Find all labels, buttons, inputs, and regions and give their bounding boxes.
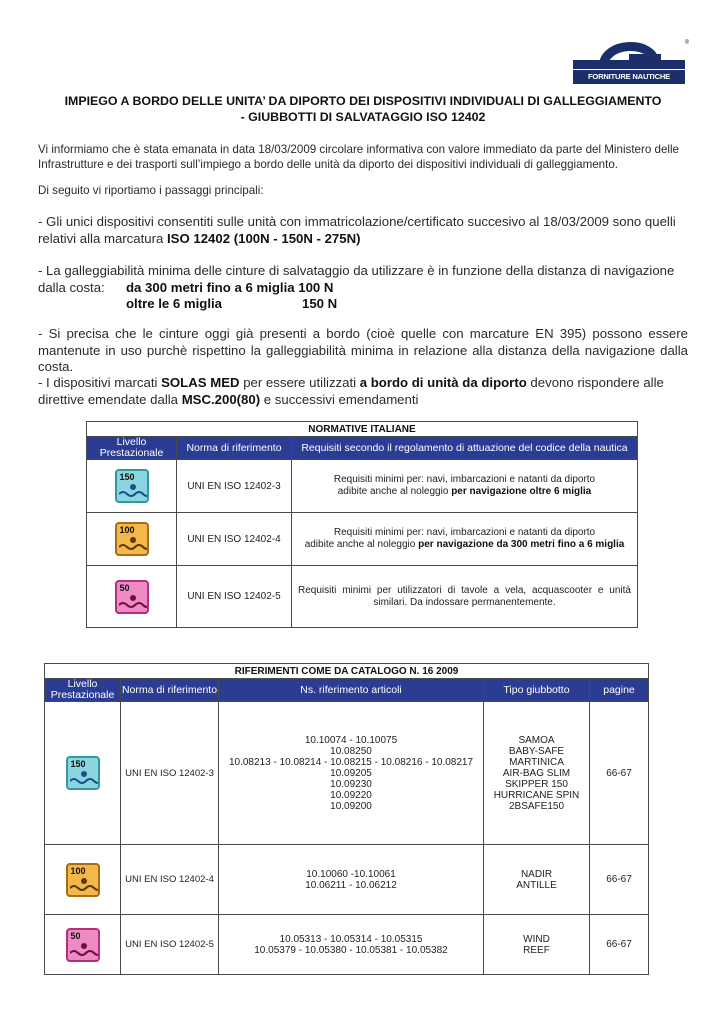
normative-table <box>86 421 638 628</box>
articolo-code: 10.08250 <box>330 745 372 757</box>
articolo-code: 10.09230 <box>330 778 372 790</box>
requisiti-bold: per navigazione oltre 6 miglia <box>451 486 592 497</box>
header-livello: Livello Prestazionale <box>45 679 121 702</box>
distance-value-2: 150 N <box>302 296 338 311</box>
requisiti-cell <box>292 513 638 566</box>
level-50-icon <box>66 928 100 962</box>
tipo-name: HURRICANE SPIN <box>493 789 580 801</box>
solas-text-g: e successivi emendamenti <box>260 391 419 407</box>
requisiti-bold: per navigazione da 300 metri fino a 6 miglia <box>418 539 625 550</box>
header-norma: Norma di riferimento <box>121 679 219 702</box>
level-100-icon <box>115 522 149 556</box>
requisiti-line-2: adibite anche al noleggio <box>337 486 452 497</box>
header-pagine: pagine <box>590 679 649 702</box>
level-150-icon <box>66 756 100 790</box>
point-solas <box>38 375 688 408</box>
point-en395: - Si precisa che le cinture oggi già presenti a bordo (cioè quelle con marcature EN 395) possono essere mantenute in uso purchè rispettino la galleggiabilità minima in relazione alla distanza della navigazione dalla costa. <box>38 326 688 374</box>
badge-number: 50 <box>119 582 130 593</box>
articolo-code: 10.05379 - 10.05380 - 10.05381 - 10.05382 <box>254 944 448 956</box>
tipo-cell <box>484 915 590 975</box>
articolo-code: 10.10074 - 10.10075 <box>304 734 398 746</box>
point-buoyancy: - La galleggiabilità minima delle cinture di salvataggio da utilizzare è in funzione della distanza di navigazione <box>38 263 675 278</box>
level-cell <box>45 702 121 845</box>
requisiti-line-1: Requisiti minimi per: navi, imbarcazioni e natanti da diporto <box>333 527 596 538</box>
articolo-code: 10.09200 <box>330 800 372 812</box>
level-cell <box>87 513 177 566</box>
solas-bold-f: MSC.200(80) <box>181 391 261 407</box>
articoli-cell <box>219 845 484 915</box>
tipo-name: MARTINICA <box>509 756 564 768</box>
level-150-icon <box>115 469 149 503</box>
norma-cell: UNI EN ISO 12402-4 <box>121 845 219 915</box>
title-line-1: IMPIEGO A BORDO DELLE UNITA’ DA DIPORTO DEI DISPOSITIVI INDIVIDUALI DI GALLEGGIAMENTO <box>64 94 662 108</box>
logo-text: FORNITURE NAUTICHE ITALIANE <box>573 70 685 84</box>
badge-number: 100 <box>119 525 135 535</box>
catalog-table-caption: RIFERIMENTI COME DA CATALOGO N. 16 2009 <box>45 664 649 679</box>
solas-text-c: per essere utilizzati <box>239 375 360 390</box>
norma-cell: UNI EN ISO 12402-4 <box>177 513 292 566</box>
level-cell <box>87 460 177 513</box>
tipo-name: AIR-BAG SLIM <box>502 767 571 779</box>
articolo-code: 10.10060 -10.10061 <box>306 868 396 880</box>
level-cell <box>87 566 177 628</box>
normative-table-caption: NORMATIVE ITALIANE <box>87 422 638 437</box>
tipo-name: BABY-SAFE <box>508 745 565 757</box>
table-row <box>45 702 649 845</box>
articolo-code: 10.05313 - 10.05314 - 10.05315 <box>279 933 423 945</box>
table-row <box>87 566 638 628</box>
header-tipo: Tipo giubbotto <box>484 679 590 702</box>
badge-number: 150 <box>119 472 135 482</box>
table-row <box>45 915 649 975</box>
articoli-cell <box>219 702 484 845</box>
solas-text-a: - I dispositivi marcati <box>38 375 162 390</box>
tipo-name: WIND <box>523 933 550 945</box>
solas-bold-d: a bordo di unità da diporto <box>359 375 527 390</box>
table-row <box>87 460 638 513</box>
pagine-cell: 66-67 <box>590 915 649 975</box>
title-line-2: - GIUBBOTTI DI SALVATAGGIO ISO 12402 <box>240 110 486 124</box>
brand-logo <box>573 20 689 95</box>
norma-cell: UNI EN ISO 12402-3 <box>177 460 292 513</box>
tipo-cell <box>484 702 590 845</box>
solas-text-e: devono rispondere alle direttive emendate dalla <box>38 375 664 407</box>
pagine-cell: 66-67 <box>590 845 649 915</box>
tipo-name: ANTILLE <box>516 879 557 891</box>
badge-number: 50 <box>70 930 81 941</box>
articolo-code: 10.09205 <box>330 767 372 779</box>
point-iso-bold: ISO 12402 (100N - 150N - 275N) <box>167 230 361 246</box>
badge-number: 150 <box>70 759 86 769</box>
header-norma: Norma di riferimento <box>177 437 292 460</box>
articolo-code: 10.06211 - 10.06212 <box>305 879 397 891</box>
document-title <box>38 93 688 125</box>
logo-mark-icon <box>573 20 685 72</box>
badge-number: 100 <box>70 865 86 876</box>
table-row <box>45 845 649 915</box>
point-iso-only <box>38 214 688 247</box>
articoli-cell <box>219 915 484 975</box>
point-iso-text: - Gli unici dispositivi consentiti sulle unità con immatricolazione/certificato succesivo al 18/03/2009 sono quelli relativi alla marcatura <box>38 214 676 246</box>
intro-lead: Di seguito vi riportiamo i passaggi principali: <box>38 184 264 197</box>
level-cell <box>45 845 121 915</box>
requisiti-cell <box>292 460 638 513</box>
level-50-icon <box>115 580 149 614</box>
tipo-cell <box>484 845 590 915</box>
tipo-name: 2BSAFE150 <box>508 800 565 812</box>
distance-value-1: da 300 metri fino a 6 miglia 100 N <box>126 280 334 295</box>
articolo-code: 10.09220 <box>330 789 372 801</box>
norma-cell: UNI EN ISO 12402-5 <box>177 566 292 628</box>
catalog-table <box>44 663 649 975</box>
header-articoli: Ns. riferimento articoli <box>219 679 484 702</box>
distance-label: dalla costa: <box>38 280 105 295</box>
norma-cell: UNI EN ISO 12402-3 <box>121 702 219 845</box>
requisiti-line-1: Requisiti minimi per: navi, imbarcazioni e natanti da diporto <box>333 474 596 485</box>
distance-label-2: oltre le 6 miglia <box>126 296 223 311</box>
header-requisiti: Requisiti secondo il regolamento di attuazione del codice della nautica <box>292 437 638 460</box>
pagine-cell: 66-67 <box>590 702 649 845</box>
intro-paragraph: Vi informiamo che è stata emanata in data 18/03/2009 circolare informativa con valore immediato da parte del Ministero delle Infrastrutture e dei trasporti sull’impiego a bordo delle unità da diporto dei dispositivi individuali di galleggiamento. <box>38 143 680 171</box>
tipo-name: REEF <box>523 944 550 956</box>
articolo-code: 10.08213 - 10.08214 - 10.08215 - 10.08216 - 10.08217 <box>228 756 474 768</box>
requisiti-line-2: adibite anche al noleggio <box>304 539 419 550</box>
table-row <box>87 513 638 566</box>
tipo-name: SKIPPER 150 <box>505 778 568 790</box>
header-livello: Livello Prestazionale <box>87 437 177 460</box>
solas-bold-b: SOLAS MED <box>161 375 240 390</box>
level-100-icon <box>66 863 100 897</box>
level-cell <box>45 915 121 975</box>
tipo-name: SAMOA <box>518 734 555 746</box>
requisiti-cell: Requisiti minimi per utilizzatori di tavole a vela, acquascooter e unità similari. Da indossare permanentemente. <box>292 566 638 628</box>
registered-mark: ® <box>684 40 689 46</box>
norma-cell: UNI EN ISO 12402-5 <box>121 915 219 975</box>
tipo-name: NADIR <box>520 868 553 880</box>
